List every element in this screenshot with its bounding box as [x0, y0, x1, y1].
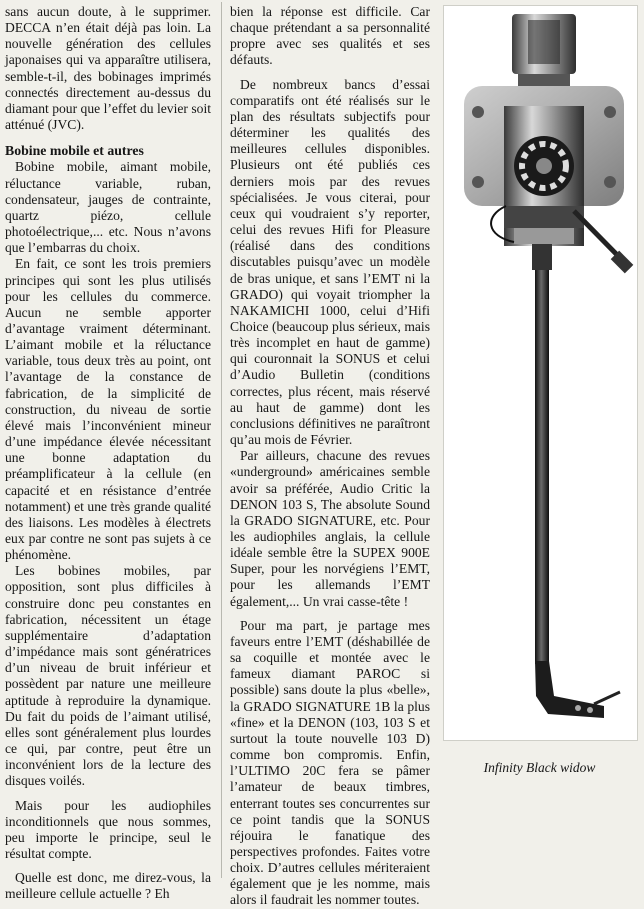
tonearm-photo [443, 5, 638, 741]
arm-tube [535, 244, 549, 664]
paragraph: Quelle est donc, me direz-vous, la meilleure cellule actuelle ? Eh [5, 870, 211, 902]
paragraph: Les bobines mobiles, par opposition, sont plus difficiles à construire donc peu constantes en fabrication, nécessitent un étage supplémentaire d’adaptation d’impédance mais sont génératrices d’un niveau de bruit inférieur et possèdent par nature une meilleure aptitude à reproduire la dynamique. Du fait du poids de l’aimant utilisé, elles sont généralement plus lourdes ce qui, par contre, peut être un inconvénient lors de la lecture des disques voilés. [5, 563, 211, 789]
paragraph: Bobine mobile, aimant mobile, réluctance variable, ruban, condensateur, jauges de contrainte, quartz piézo, cellule photoélectrique,... etc. Nous n’avons que l’embarras du choix. [5, 159, 211, 256]
text-column-1 [5, 4, 211, 902]
paragraph: En fait, ce sont les trois premiers principes qui sont les plus utilisés pour les cellules du commerce. Aucun ne semble apporter d’avantage vraiment déterminant. L’aimant mobile et la réluctance variable, tous deux très au point, ont l’avantage de la constance de fabrication, de la simplicité de construction, du niveau de sortie élevé mais l’inconvénient mineur d’une impédance élevée nécessitant une bonne adaptation du préamplificateur à la cellule (en capacité et en résistance d’entrée notamment) et une très grande qualité des liaisons. Les modèles à électrets eux par contre ne sont pas sujets à ce phénomène. [5, 256, 211, 563]
headshell [535, 661, 604, 718]
paragraph: Par ailleurs, chacune des revues «underground» américaines semble avoir sa préférée, Audio Critic la DENON 103 S, The absolute Sound la GRADO SIGNATURE, etc. Pour les audiophiles anglais, la cellule idéale semble être la SUPEX 900E Super, pour les norvégiens l’EMT, pour les allemands l’EMT également,... Un vrai casse-tête ! [230, 448, 430, 609]
paragraph: sans aucun doute, à le supprimer. DECCA n’en était déjà pas loin. La nouvelle génération des cellules japonaises qui va apparaître utilisera, semble-t-il, des bobinages imprimés connectés directement au-dessus du diamant pour que l’effet du levier soit atténué (JVC). [5, 4, 211, 133]
text-column-2 [230, 4, 430, 909]
paragraph: Pour ma part, je partage mes faveurs entre l’EMT (déshabillée de sa coquille et montée avec le fameux diamant PAROC si possible) sans doute la plus «belle», la GRADO SIGNATURE 1B la plus «fine» et la DENON (103, 103 S et surtout la toute nouvelle 103 D) comme bon compromis. Enfin, l’ULTIMO 20C fera se pâmer l’amateur de beaux timbres, enterrant toutes ses concurrentes sur ce point tandis que la SONUS réjouira le fanatique des perspectives profondes. Faites votre choix. D’autres cellules mériteraient également que je les nomme, mais alors il faudrait les nommer toutes. [230, 617, 430, 908]
paragraph: Mais pour les audiophiles inconditionnels que nous sommes, peu importe le principe, seul le résultat compte. [5, 797, 211, 861]
figure-caption: Infinity Black widow [483, 760, 596, 775]
paragraph: bien la réponse est difficile. Car chaque prétendant a sa personnalité propre avec ses qualités et ses défauts. [230, 4, 430, 68]
column-divider [221, 2, 222, 878]
paragraph: De nombreux bancs d’essai comparatifs ont été réalisés sur le plan des résultats subjectifs pour déterminer les qualités des meilleures cellules disponibles. Plusieurs ont été publiés ces derniers mois par des revues spécialisées. Je vous citerai, pour ceux qui voudraient s’y reporter, celui des revues Hifi for Pleasure (réalisé dans des conditions discutables puisqu’avec un modèle de bras unique, et sans l’EMT ni la GRADO) qui voyait triompher la NAKAMICHI 1000, celui d’Hifi Choice (beaucoup plus sérieux, mais très incomplet en haut de gamme) qui couronnait la SONUS et celui d’Audio Bulletin (conditions correctes, plus récent, mais réservé au haut de gamme) dont les conclusions définitives ne paraîtront qu’au mois de Février. [230, 76, 430, 448]
section-heading: Bobine mobile et autres [5, 143, 144, 159]
tonearm-illustration [444, 6, 637, 740]
